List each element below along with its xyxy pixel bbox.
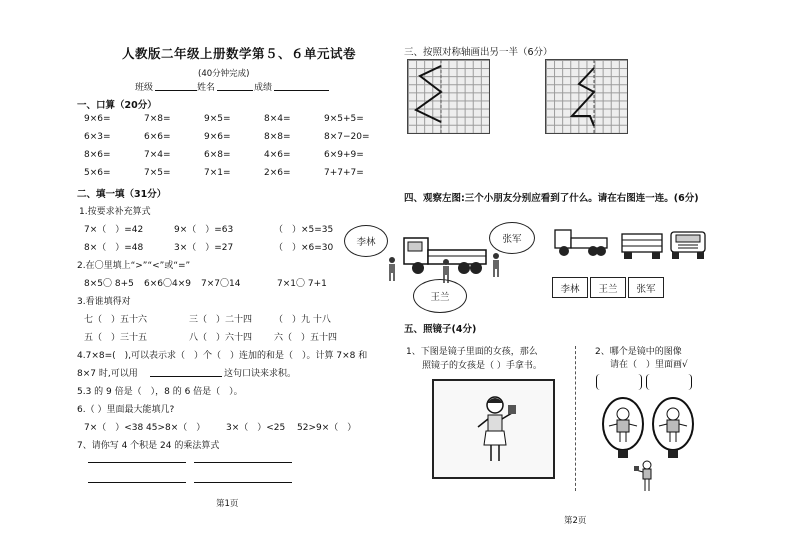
q1-label: 1.按要求补充算式 bbox=[79, 207, 151, 217]
compare-row bbox=[84, 276, 384, 288]
truck-front-view-icon bbox=[668, 230, 708, 262]
name-box-zhangjun[interactable]: 张军 bbox=[628, 277, 664, 298]
section4-heading: 四、观察左图:三个小朋友分别应看到了什么。请在右图连一连。(6分) bbox=[404, 193, 699, 204]
math-item: 7+7+7= bbox=[324, 168, 364, 178]
fill-row bbox=[84, 312, 384, 324]
fill-row bbox=[84, 240, 384, 252]
symmetry-grid-1 bbox=[407, 59, 490, 134]
symmetry-grid-2 bbox=[545, 59, 628, 134]
q7-answer-line[interactable] bbox=[88, 482, 186, 483]
girl-figure-icon bbox=[470, 395, 520, 465]
child-figure-icon bbox=[490, 252, 502, 278]
q4-answer-blank[interactable] bbox=[150, 376, 222, 377]
truck-side-view-icon bbox=[553, 226, 611, 258]
q7-answer-line[interactable] bbox=[194, 482, 292, 483]
max-fill-item: 3×（ ）<25 bbox=[226, 423, 286, 433]
mirror-option-right-icon bbox=[650, 396, 696, 460]
math-item: 9×5+5= bbox=[324, 114, 364, 124]
math-item: 8×6= bbox=[84, 150, 111, 160]
q2-label: 2.在〇里填上“>”“<”或“=” bbox=[77, 261, 191, 271]
mirror-q2-line1: 2、哪个是镜中的图像 bbox=[595, 347, 682, 357]
fill-item: 三（ ）二十四 bbox=[189, 315, 253, 325]
q7-answer-line[interactable] bbox=[88, 462, 186, 463]
fill-item: （ ）九 十八 bbox=[274, 315, 331, 325]
child-figure-icon bbox=[386, 256, 398, 282]
half-shape-drawing bbox=[546, 60, 627, 133]
score-field[interactable] bbox=[274, 90, 329, 91]
q7-answer-line[interactable] bbox=[194, 462, 292, 463]
math-row bbox=[84, 132, 384, 144]
section1-heading: 一、口算（20分） bbox=[77, 100, 157, 111]
child-figure-icon bbox=[440, 258, 452, 284]
page-number-right: 第2页 bbox=[564, 516, 587, 526]
math-item: 6×3= bbox=[84, 132, 111, 142]
q4-line2-end: 这句口诀来求积。 bbox=[224, 369, 297, 379]
fill-item: 3×（ ）=27 bbox=[174, 243, 234, 253]
half-shape-drawing bbox=[408, 60, 489, 133]
column-divider bbox=[575, 346, 576, 491]
math-item: 8×8= bbox=[264, 132, 291, 142]
name-field[interactable] bbox=[217, 90, 253, 91]
q6-label: 6.（ ）里面最大能填几? bbox=[77, 405, 175, 415]
math-item: 6×9+9= bbox=[324, 150, 364, 160]
section3-heading: 三、按照对称轴画出另一半（6分） bbox=[404, 47, 553, 58]
q3-label: 3.看谁填得对 bbox=[77, 297, 131, 307]
fill-item: 八（ ）六十四 bbox=[189, 333, 253, 343]
q4-line2: 8×7 时,可以用 bbox=[77, 369, 138, 379]
kid-bubble-wanglan: 王兰 bbox=[413, 279, 467, 313]
girl-figure-icon bbox=[634, 460, 660, 494]
q5-text: 5.3 的 9 倍是（ ），8 的 6 倍是（ ）。 bbox=[77, 387, 243, 397]
math-item: 2×6= bbox=[264, 168, 291, 178]
q7-text: 7、请你写 4 个积是 24 的乘法算式 bbox=[77, 441, 220, 451]
fill-item: 六（ ）五十四 bbox=[274, 333, 338, 343]
compare-item: 7×1〇 7+1 bbox=[277, 279, 327, 289]
math-item: 7×5= bbox=[144, 168, 171, 178]
math-item: 6×6= bbox=[144, 132, 171, 142]
score-label: 成绩 bbox=[254, 83, 273, 93]
math-row bbox=[84, 168, 384, 180]
math-item: 7×8= bbox=[144, 114, 171, 124]
math-row bbox=[84, 150, 384, 162]
fill-item: 7×（ ）=42 bbox=[84, 225, 144, 235]
math-item: 6×8= bbox=[204, 150, 231, 160]
name-box-lilin[interactable]: 李林 bbox=[552, 277, 588, 298]
kid-bubble-lilin: 李林 bbox=[344, 225, 388, 257]
compare-item: 8×5〇 8+5 bbox=[84, 279, 134, 289]
truck-back-view-icon bbox=[620, 230, 664, 262]
mirror-option-left-icon bbox=[600, 396, 646, 460]
mirror-q2-line2: 请在（ ）里面画√ bbox=[610, 360, 688, 370]
math-item: 9×5= bbox=[204, 114, 231, 124]
fill-row bbox=[84, 330, 384, 342]
class-label: 班级 bbox=[135, 83, 154, 93]
fill-item: 8×（ ）=48 bbox=[84, 243, 144, 253]
fill-item: 七（ ）五十六 bbox=[84, 315, 148, 325]
fill-item: 9×（ ）=63 bbox=[174, 225, 234, 235]
math-item: 7×1= bbox=[204, 168, 231, 178]
math-item: 8×7−20= bbox=[324, 132, 370, 142]
section2-heading: 二、填一填（31分） bbox=[77, 189, 167, 200]
math-item: 5×6= bbox=[84, 168, 111, 178]
max-fill-item: 7×（ ）<38 bbox=[84, 423, 144, 433]
math-item: 4×6= bbox=[264, 150, 291, 160]
math-item: 8×4= bbox=[264, 114, 291, 124]
class-field[interactable] bbox=[155, 90, 197, 91]
exam-title: 人教版二年级上册数学第５、６单元试卷 bbox=[122, 46, 357, 61]
mirror-q1-line2: 照镜子的女孩是（ ）手拿书。 bbox=[422, 361, 542, 371]
time-note: (40分钟完成) bbox=[198, 69, 250, 79]
name-label: 姓名 bbox=[197, 83, 216, 93]
compare-item: 6×6〇4×9 bbox=[144, 279, 191, 289]
fill-item: （ ）×5=35 bbox=[274, 225, 334, 235]
compare-item: 7×7〇14 bbox=[201, 279, 241, 289]
math-item: 9×6= bbox=[204, 132, 231, 142]
q4-line1: 4.7×8=( ),可以表示求（ ）个（ ）连加的和是（ ）。计算 7×8 和 bbox=[77, 351, 368, 361]
math-item: 7×4= bbox=[144, 150, 171, 160]
answer-bracket-right[interactable] bbox=[646, 374, 692, 390]
page-number-left: 第1页 bbox=[216, 499, 239, 509]
fill-row bbox=[84, 222, 384, 234]
name-box-wanglan[interactable]: 王兰 bbox=[590, 277, 626, 298]
fill-item: 五（ ）三十五 bbox=[84, 333, 148, 343]
kid-bubble-zhangjun: 张军 bbox=[489, 222, 535, 254]
mirror-q1-line1: 1、下图是镜子里面的女孩，那么 bbox=[406, 347, 538, 357]
max-fill-row bbox=[84, 420, 384, 432]
answer-bracket-left[interactable] bbox=[596, 374, 642, 390]
section5-heading: 五、照镜子(4分) bbox=[404, 324, 477, 335]
max-fill-item: 52>9×（ ） bbox=[297, 423, 357, 433]
math-row bbox=[84, 114, 384, 126]
fill-item: （ ）×6=30 bbox=[274, 243, 334, 253]
max-fill-item: 45>8×（ ） bbox=[146, 423, 206, 433]
math-item: 9×6= bbox=[84, 114, 111, 124]
mirror-photo-frame bbox=[432, 379, 555, 479]
